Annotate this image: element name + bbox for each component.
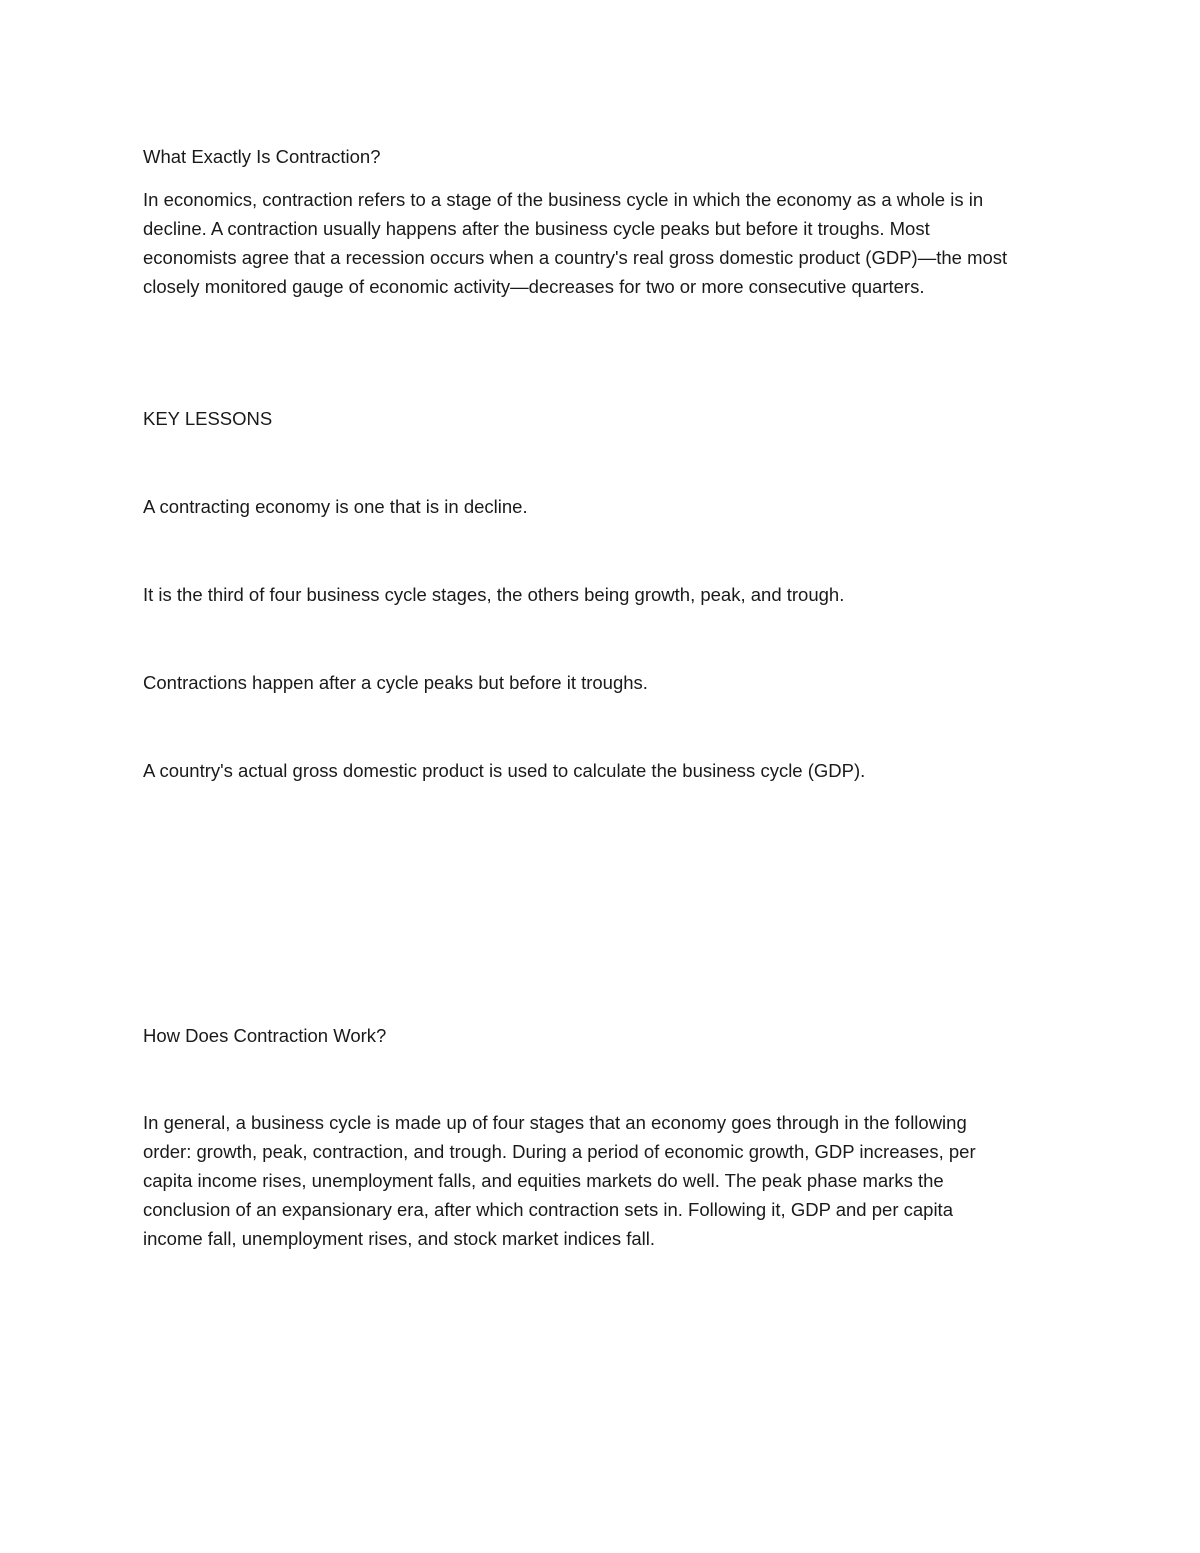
key-lesson-item: It is the third of four business cycle stages, the others being growth, peak, and trough. <box>143 584 845 605</box>
section-paragraph-how-it-works <box>143 1108 976 1253</box>
paragraph-line: conclusion of an expansionary era, after which contraction sets in. Following it, GDP and per capita <box>143 1199 953 1220</box>
paragraph-line: decline. A contraction usually happens after the business cycle peaks but before it troughs. Most <box>143 218 930 239</box>
key-lesson-item: A country's actual gross domestic product is used to calculate the business cycle (GDP). <box>143 760 866 781</box>
paragraph-line: income fall, unemployment rises, and stock market indices fall. <box>143 1228 656 1249</box>
paragraph-line: order: growth, peak, contraction, and trough. During a period of economic growth, GDP increases, per <box>143 1141 976 1162</box>
key-lessons-heading: KEY LESSONS <box>143 408 273 429</box>
paragraph-line: In economics, contraction refers to a stage of the business cycle in which the economy as a whole is in <box>143 189 984 210</box>
key-lesson-item: A contracting economy is one that is in decline. <box>143 496 528 517</box>
paragraph-line: economists agree that a recession occurs when a country's real gross domestic product (GDP)—the most <box>143 247 1008 268</box>
paragraph-line: closely monitored gauge of economic activity—decreases for two or more consecutive quarters. <box>143 276 925 297</box>
paragraph-line: capita income rises, unemployment falls, and equities markets do well. The peak phase marks the <box>143 1170 944 1191</box>
section-paragraph-definition <box>143 185 1007 301</box>
key-lesson-item: Contractions happen after a cycle peaks but before it troughs. <box>143 672 648 693</box>
section-heading-how-contraction-works: How Does Contraction Work? <box>143 1025 387 1046</box>
paragraph-line: In general, a business cycle is made up of four stages that an economy goes through in the following <box>143 1112 967 1133</box>
section-heading-what-is-contraction: What Exactly Is Contraction? <box>143 146 381 167</box>
